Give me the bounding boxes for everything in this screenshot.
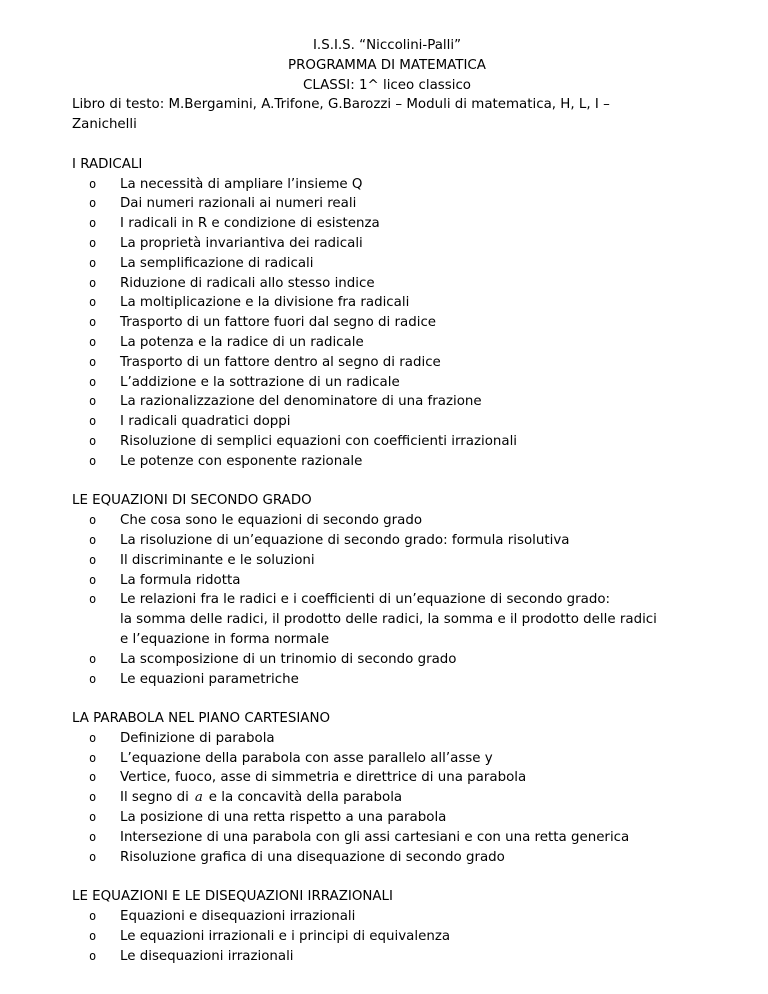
topic-text: Riduzione di radicali allo stesso indice bbox=[120, 275, 375, 291]
list-item bbox=[72, 452, 702, 472]
bullet-icon: o bbox=[89, 374, 97, 389]
topic-text-part: Il segno di bbox=[120, 790, 189, 806]
list-item bbox=[72, 571, 702, 591]
bullet-icon: o bbox=[89, 572, 97, 587]
classes-line: CLASSI: 1^ liceo classico bbox=[303, 77, 471, 93]
list-item bbox=[72, 353, 702, 373]
topic-text: Il discriminante e le soluzioni bbox=[120, 552, 315, 568]
topic-text: La moltiplicazione e la divisione fra radicali bbox=[120, 295, 410, 311]
list-item bbox=[72, 650, 702, 670]
list-item bbox=[72, 293, 702, 313]
bullet-icon: o bbox=[89, 354, 97, 369]
list-item bbox=[72, 214, 702, 234]
list-item bbox=[72, 768, 702, 788]
list-item bbox=[72, 788, 702, 808]
bullet-icon: o bbox=[89, 909, 97, 924]
bullet-icon: o bbox=[89, 592, 97, 607]
section-parabola bbox=[72, 709, 702, 867]
topic-text: Dai numeri razionali ai numeri reali bbox=[120, 196, 357, 212]
document-page bbox=[72, 36, 702, 966]
list-item bbox=[72, 749, 702, 769]
topic-list bbox=[72, 729, 702, 868]
textbook-reference bbox=[72, 95, 702, 135]
topic-text: La semplificazione di radicali bbox=[120, 255, 314, 271]
topic-list bbox=[72, 175, 702, 472]
topic-text: Le disequazioni irrazionali bbox=[120, 948, 294, 964]
topic-text bbox=[120, 788, 702, 808]
list-item bbox=[72, 947, 702, 967]
list-item bbox=[72, 194, 702, 214]
program-title: PROGRAMMA DI MATEMATICA bbox=[288, 57, 486, 73]
topic-text: Le potenze con esponente razionale bbox=[120, 453, 363, 469]
section-irrazionali bbox=[72, 887, 702, 966]
bullet-icon: o bbox=[89, 315, 97, 330]
list-item bbox=[72, 828, 702, 848]
bullet-icon: o bbox=[89, 552, 97, 567]
bullet-icon: o bbox=[89, 433, 97, 448]
section-title: LE EQUAZIONI DI SECONDO GRADO bbox=[72, 493, 312, 509]
list-item bbox=[72, 175, 702, 195]
bullet-icon: o bbox=[89, 948, 97, 963]
topic-text: Trasporto di un fattore dentro al segno di radice bbox=[120, 354, 441, 370]
list-item bbox=[72, 333, 702, 353]
list-item bbox=[72, 234, 702, 254]
topic-text-part: e la concavità della parabola bbox=[208, 790, 403, 806]
bullet-icon: o bbox=[89, 671, 97, 686]
list-item bbox=[72, 412, 702, 432]
bullet-icon: o bbox=[89, 196, 97, 211]
list-item bbox=[72, 313, 702, 333]
topic-text: Le relazioni fra le radici e i coefficienti di un’equazione di secondo grado: bbox=[120, 592, 611, 608]
bullet-icon: o bbox=[89, 829, 97, 844]
topic-text: La formula ridotta bbox=[120, 572, 241, 588]
list-item bbox=[72, 392, 702, 412]
bullet-icon: o bbox=[89, 394, 97, 409]
school-name: I.S.I.S. “Niccolini-Palli” bbox=[312, 38, 462, 53]
topic-text: Risoluzione di semplici equazioni con coefficienti irrazionali bbox=[120, 433, 518, 449]
bullet-icon: o bbox=[89, 928, 97, 943]
topic-list bbox=[72, 907, 702, 966]
list-item bbox=[72, 551, 702, 571]
bullet-icon: o bbox=[89, 651, 97, 666]
list-item bbox=[72, 511, 702, 531]
list-item bbox=[72, 907, 702, 927]
topic-text: Le equazioni parametriche bbox=[120, 671, 299, 687]
bullet-icon: o bbox=[89, 790, 97, 805]
bullet-icon: o bbox=[89, 810, 97, 825]
list-item bbox=[72, 670, 702, 690]
textbook-line-1: Libro di testo: M.Bergamini, A.Trifone, G.Barozzi – Moduli di matematica, H, L, I – bbox=[72, 97, 610, 113]
math-variable: a bbox=[194, 790, 203, 806]
topic-text: Risoluzione grafica di una disequazione di secondo grado bbox=[120, 849, 505, 865]
list-item bbox=[72, 590, 702, 649]
list-item bbox=[72, 729, 702, 749]
topic-text-continuation: e l’equazione in forma normale bbox=[120, 631, 330, 647]
list-item bbox=[72, 927, 702, 947]
bullet-icon: o bbox=[89, 275, 97, 290]
bullet-icon: o bbox=[89, 235, 97, 250]
topic-text: La risoluzione di un’equazione di secondo grado: formula risolutiva bbox=[120, 532, 570, 548]
bullet-icon: o bbox=[89, 513, 97, 528]
topic-text: La proprietà invariantiva dei radicali bbox=[120, 235, 363, 251]
topic-list bbox=[72, 511, 702, 689]
textbook-line-2: Zanichelli bbox=[72, 117, 137, 133]
topic-text: Intersezione di una parabola con gli assi cartesiani e con una retta generica bbox=[120, 829, 630, 845]
list-item bbox=[72, 274, 702, 294]
bullet-icon: o bbox=[89, 453, 97, 468]
topic-text: Definizione di parabola bbox=[120, 730, 275, 746]
document-header bbox=[72, 36, 702, 135]
list-item bbox=[72, 254, 702, 274]
list-item bbox=[72, 531, 702, 551]
topic-text: Le equazioni irrazionali e i principi di equivalenza bbox=[120, 928, 451, 944]
topic-text: Equazioni e disequazioni irrazionali bbox=[120, 909, 356, 925]
section-radicali bbox=[72, 155, 702, 472]
topic-text: I radicali quadratici doppi bbox=[120, 414, 291, 430]
list-item bbox=[72, 848, 702, 868]
topic-text: L’addizione e la sottrazione di un radicale bbox=[120, 374, 400, 390]
topic-text: La scomposizione di un trinomio di secondo grado bbox=[120, 651, 457, 667]
section-title: LE EQUAZIONI E LE DISEQUAZIONI IRRAZIONALI bbox=[72, 889, 393, 905]
bullet-icon: o bbox=[89, 414, 97, 429]
topic-text: Trasporto di un fattore fuori dal segno di radice bbox=[120, 315, 437, 331]
bullet-icon: o bbox=[89, 295, 97, 310]
topic-text: I radicali in R e condizione di esistenza bbox=[120, 216, 380, 232]
section-title: LA PARABOLA NEL PIANO CARTESIANO bbox=[72, 711, 330, 727]
topic-text: Vertice, fuoco, asse di simmetria e direttrice di una parabola bbox=[120, 770, 527, 786]
topic-text: La posizione di una retta rispetto a una parabola bbox=[120, 810, 447, 826]
bullet-icon: o bbox=[89, 532, 97, 547]
topic-text: La potenza e la radice di un radicale bbox=[120, 334, 364, 350]
list-item bbox=[72, 808, 702, 828]
bullet-icon: o bbox=[89, 770, 97, 785]
list-item bbox=[72, 373, 702, 393]
topic-text: Che cosa sono le equazioni di secondo grado bbox=[120, 513, 423, 529]
section-title: I RADICALI bbox=[72, 156, 143, 172]
section-equazioni-secondo-grado bbox=[72, 491, 702, 689]
topic-text: L’equazione della parabola con asse parallelo all’asse y bbox=[120, 750, 493, 766]
bullet-icon: o bbox=[89, 750, 97, 765]
topic-text-continuation: la somma delle radici, il prodotto delle radici, la somma e il prodotto delle radici bbox=[120, 612, 657, 628]
list-item bbox=[72, 432, 702, 452]
bullet-icon: o bbox=[89, 334, 97, 349]
topic-text: La necessità di ampliare l’insieme Q bbox=[120, 176, 363, 192]
bullet-icon: o bbox=[89, 176, 97, 191]
bullet-icon: o bbox=[89, 849, 97, 864]
bullet-icon: o bbox=[89, 216, 97, 231]
topic-text: La razionalizzazione del denominatore di una frazione bbox=[120, 394, 482, 410]
bullet-icon: o bbox=[89, 255, 97, 270]
bullet-icon: o bbox=[89, 730, 97, 745]
